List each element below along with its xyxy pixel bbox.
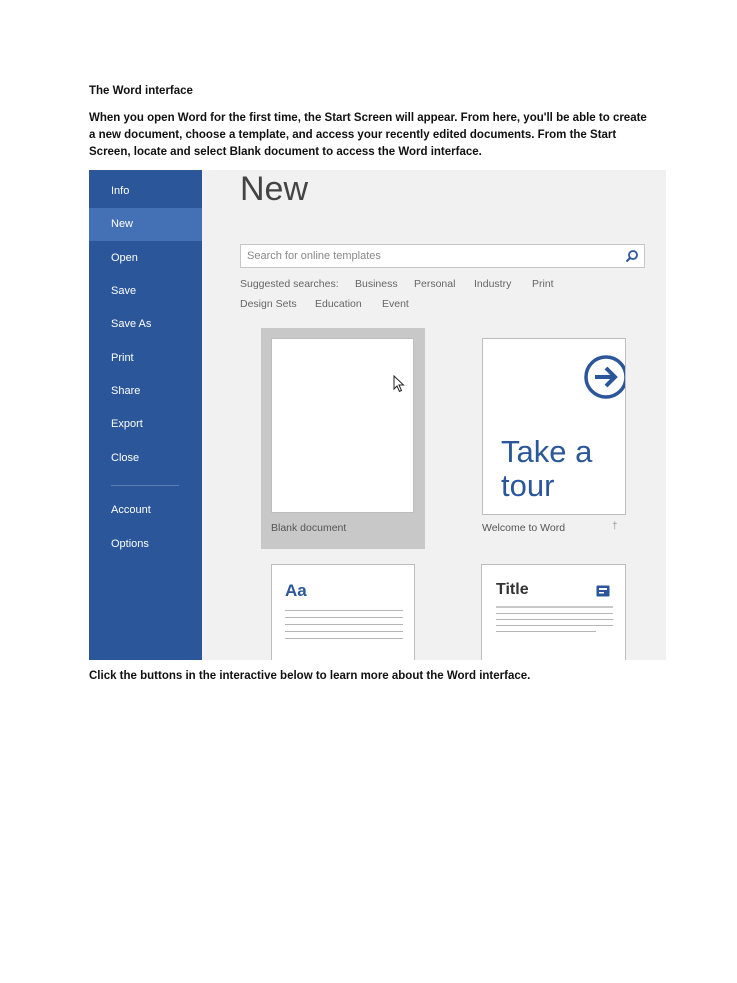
welcome-template-label: Welcome to Word — [482, 522, 566, 534]
word-start-screen-screenshot — [89, 170, 666, 660]
aa-template-text: Aa — [285, 581, 307, 600]
document-icon — [596, 585, 610, 597]
sidebar-item-save[interactable]: Save — [111, 285, 137, 297]
text-line — [496, 613, 613, 614]
suggested-term-personal[interactable]: Personal — [414, 278, 456, 290]
sidebar-item-close[interactable]: Close — [111, 452, 140, 464]
sidebar-item-save-as[interactable]: Save As — [111, 318, 152, 330]
title-template-text: Title — [496, 581, 529, 598]
aa-template-thumbnail[interactable] — [271, 564, 415, 660]
tour-text-line-2: tour — [501, 468, 555, 503]
suggested-term-print[interactable]: Print — [532, 278, 554, 290]
suggested-term-event[interactable]: Event — [382, 298, 409, 310]
blank-document-label: Blank document — [271, 522, 347, 534]
arrow-right-circle-icon — [582, 353, 626, 401]
sidebar-item-account[interactable]: Account — [111, 504, 151, 516]
mouse-pointer-icon — [393, 375, 405, 393]
backstage-sidebar — [89, 170, 202, 660]
sidebar-item-share[interactable]: Share — [111, 385, 141, 397]
text-line — [496, 619, 613, 620]
suggested-term-business[interactable]: Business — [355, 278, 398, 290]
tour-text — [501, 435, 592, 503]
tour-text-line-1: Take a — [501, 434, 593, 469]
template-search-box — [240, 244, 645, 268]
text-line — [285, 624, 403, 625]
text-line — [285, 638, 403, 639]
sidebar-item-options[interactable]: Options — [111, 538, 149, 550]
text-line — [285, 631, 403, 632]
blank-document-thumbnail[interactable] — [271, 338, 414, 513]
suggested-term-design-sets[interactable]: Design Sets — [240, 298, 297, 310]
text-line — [496, 625, 613, 626]
outro-paragraph: Click the buttons in the interactive below to learn more about the Word interface. — [89, 670, 531, 682]
intro-paragraph: When you open Word for the first time, the Start Screen will appear. From here, you'll be able to create a new document, choose a template, and access your recently edited documents. From the Start Screen, locate and select Blank document to access the Word interface. — [89, 112, 647, 158]
sidebar-item-open[interactable]: Open — [111, 252, 138, 264]
welcome-tour-template[interactable] — [482, 338, 626, 515]
template-search-input[interactable] — [241, 245, 623, 267]
text-line — [285, 617, 403, 618]
suggested-term-industry[interactable]: Industry — [474, 278, 512, 290]
page-title: New — [240, 170, 309, 208]
text-line — [496, 606, 613, 608]
sidebar-item-export[interactable]: Export — [111, 418, 143, 430]
pin-icon[interactable]: † — [612, 521, 618, 532]
sidebar-item-new[interactable]: New — [89, 208, 202, 241]
suggested-searches-label: Suggested searches: — [240, 278, 339, 290]
search-icon[interactable] — [625, 249, 639, 263]
sidebar-item-info[interactable]: Info — [111, 185, 130, 197]
blank-document-template[interactable] — [261, 328, 425, 549]
title-template-thumbnail[interactable] — [481, 564, 626, 660]
text-line — [285, 610, 403, 611]
suggested-term-education[interactable]: Education — [315, 298, 362, 310]
sidebar-item-print[interactable]: Print — [111, 352, 134, 364]
document-heading: The Word interface — [89, 85, 193, 97]
sidebar-divider — [111, 485, 179, 486]
text-line — [496, 631, 596, 632]
